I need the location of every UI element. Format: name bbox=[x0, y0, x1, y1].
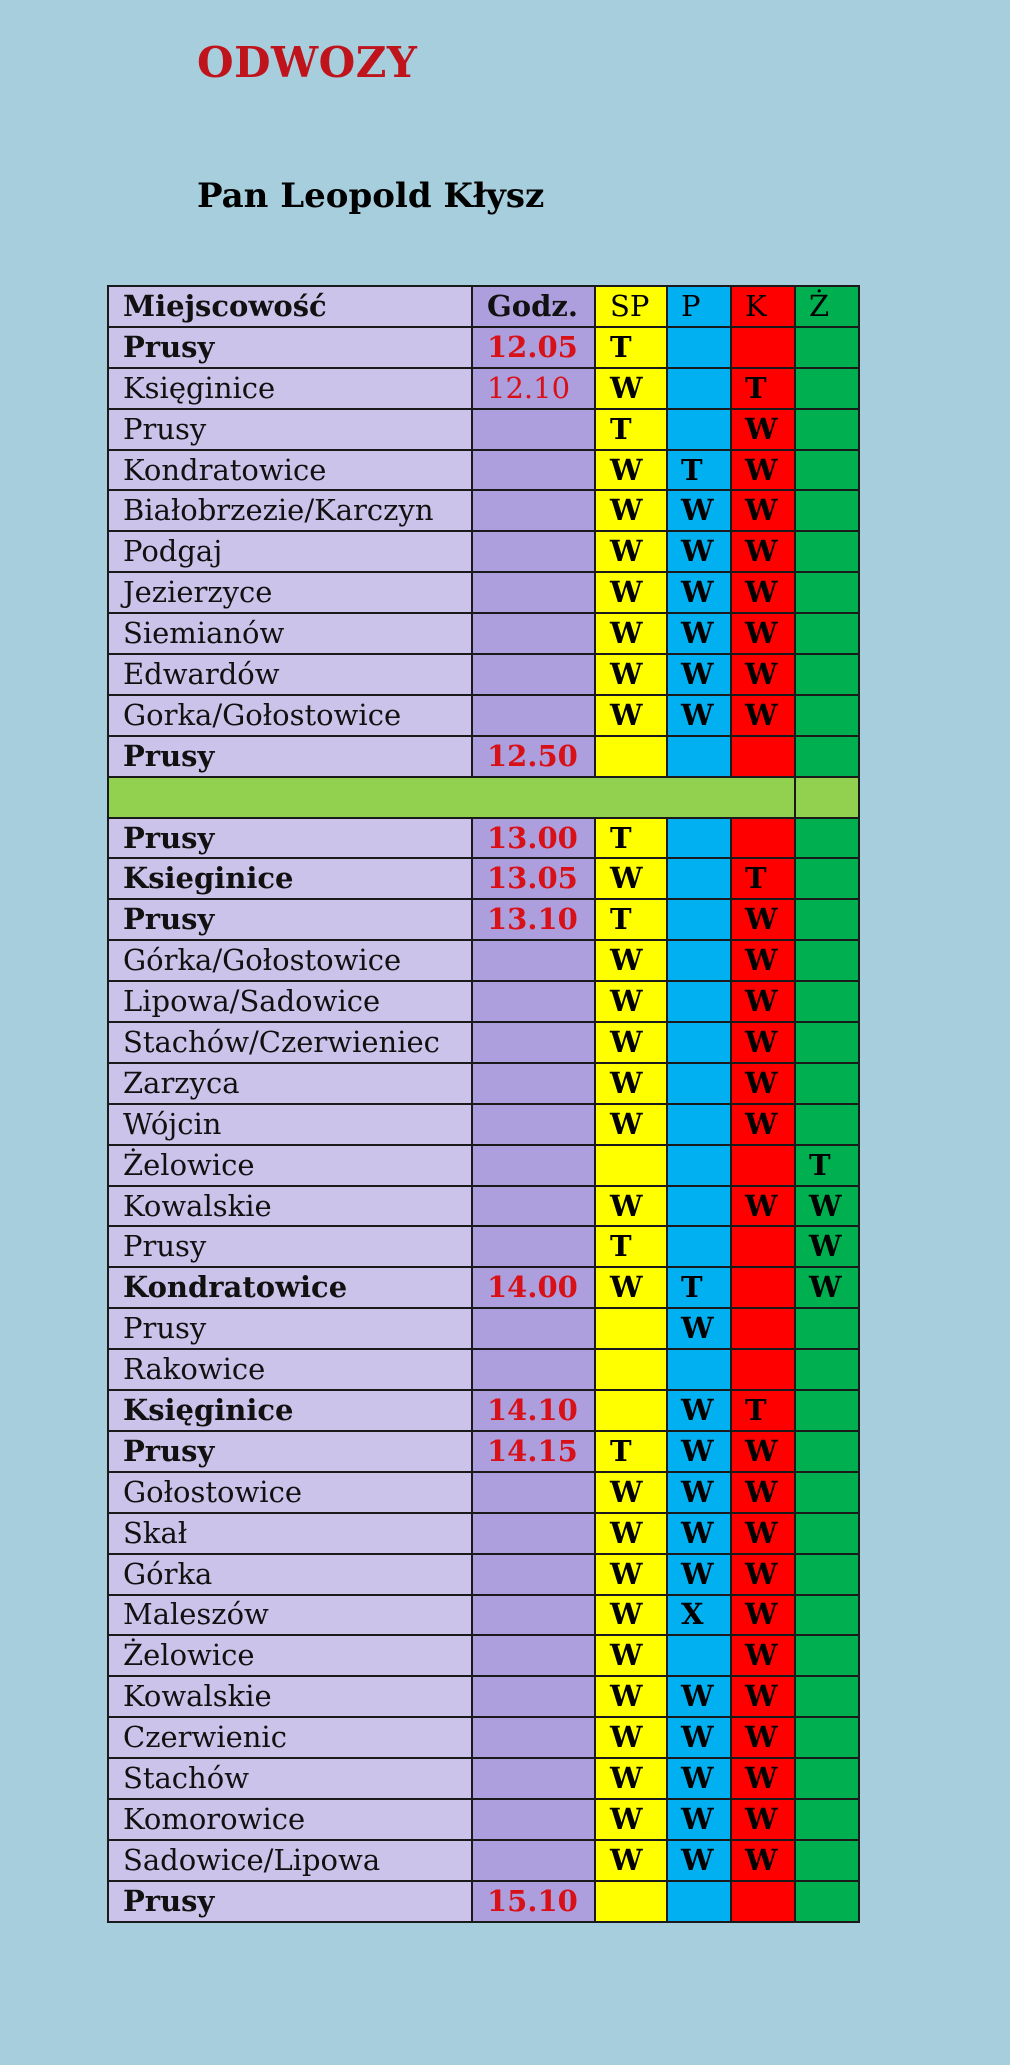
cell-time bbox=[472, 1758, 595, 1799]
cell-time: 13.10 bbox=[472, 899, 595, 940]
cell-p: W bbox=[667, 1472, 731, 1513]
cell-p bbox=[667, 858, 731, 899]
cell-p bbox=[667, 736, 731, 777]
cell-k bbox=[731, 1226, 795, 1267]
cell-time bbox=[472, 654, 595, 695]
page-title: ODWOZY bbox=[197, 38, 418, 87]
cell-place: Zarzyca bbox=[108, 1063, 472, 1104]
cell-p: W bbox=[667, 654, 731, 695]
cell-z bbox=[795, 1308, 859, 1349]
cell-time bbox=[472, 1104, 595, 1145]
cell-place: Rakowice bbox=[108, 1349, 472, 1390]
table-row bbox=[108, 1022, 859, 1063]
cell-k: W bbox=[731, 1513, 795, 1554]
cell-sp: W bbox=[595, 490, 667, 531]
cell-time bbox=[472, 409, 595, 450]
cell-time bbox=[472, 1595, 595, 1636]
cell-place: Siemianów bbox=[108, 613, 472, 654]
table-row bbox=[108, 1063, 859, 1104]
cell-z bbox=[795, 490, 859, 531]
cell-k bbox=[731, 1308, 795, 1349]
cell-k: W bbox=[731, 1554, 795, 1595]
cell-sp: W bbox=[595, 1635, 667, 1676]
table-row bbox=[108, 1881, 859, 1922]
cell-place: Kondratowice bbox=[108, 450, 472, 491]
cell-k: T bbox=[731, 858, 795, 899]
cell-p: W bbox=[667, 1513, 731, 1554]
cell-sp bbox=[595, 1881, 667, 1922]
cell-sp: W bbox=[595, 1799, 667, 1840]
table-row bbox=[108, 1431, 859, 1472]
cell-k: W bbox=[731, 1186, 795, 1227]
cell-time bbox=[472, 1063, 595, 1104]
table-row bbox=[108, 327, 859, 368]
cell-place: Prusy bbox=[108, 1881, 472, 1922]
cell-time bbox=[472, 1717, 595, 1758]
cell-time bbox=[472, 1226, 595, 1267]
cell-sp bbox=[595, 1349, 667, 1390]
cell-p: W bbox=[667, 1554, 731, 1595]
cell-sp: T bbox=[595, 818, 667, 859]
table-row bbox=[108, 1226, 859, 1267]
cell-sp bbox=[595, 1308, 667, 1349]
cell-k: W bbox=[731, 981, 795, 1022]
table-row bbox=[108, 1472, 859, 1513]
table-row bbox=[108, 490, 859, 531]
cell-p bbox=[667, 409, 731, 450]
table-row bbox=[108, 1104, 859, 1145]
cell-sp: W bbox=[595, 450, 667, 491]
table-row bbox=[108, 1145, 859, 1186]
table-row bbox=[108, 613, 859, 654]
cell-time bbox=[472, 1635, 595, 1676]
cell-time: 14.00 bbox=[472, 1267, 595, 1308]
table-row bbox=[108, 1186, 859, 1227]
cell-time bbox=[472, 1799, 595, 1840]
cell-sp: W bbox=[595, 1022, 667, 1063]
table-row bbox=[108, 899, 859, 940]
cell-place: Maleszów bbox=[108, 1595, 472, 1636]
cell-z bbox=[795, 899, 859, 940]
cell-place: Górka bbox=[108, 1554, 472, 1595]
cell-k: W bbox=[731, 1799, 795, 1840]
cell-p bbox=[667, 899, 731, 940]
table-row bbox=[108, 981, 859, 1022]
cell-time bbox=[472, 572, 595, 613]
cell-z bbox=[795, 572, 859, 613]
cell-k bbox=[731, 736, 795, 777]
header-place: Miejscowość bbox=[108, 286, 472, 327]
cell-sp: W bbox=[595, 654, 667, 695]
cell-k bbox=[731, 1881, 795, 1922]
table-row bbox=[108, 1595, 859, 1636]
cell-k: W bbox=[731, 1022, 795, 1063]
cell-z: T bbox=[795, 1145, 859, 1186]
cell-p bbox=[667, 327, 731, 368]
cell-place: Białobrzezie/Karczyn bbox=[108, 490, 472, 531]
cell-k: W bbox=[731, 1676, 795, 1717]
cell-place: Prusy bbox=[108, 1308, 472, 1349]
table-row bbox=[108, 818, 859, 859]
table-row bbox=[108, 736, 859, 777]
table-row bbox=[108, 858, 859, 899]
cell-time: 14.15 bbox=[472, 1431, 595, 1472]
cell-time: 12.10 bbox=[472, 368, 595, 409]
cell-z bbox=[795, 1554, 859, 1595]
cell-time bbox=[472, 695, 595, 736]
cell-sp: W bbox=[595, 1595, 667, 1636]
cell-p: W bbox=[667, 531, 731, 572]
cell-p bbox=[667, 1186, 731, 1227]
cell-place: Gołostowice bbox=[108, 1472, 472, 1513]
cell-p bbox=[667, 981, 731, 1022]
separator-cell bbox=[108, 777, 795, 818]
driver-name: Pan Leopold Kłysz bbox=[197, 176, 545, 216]
cell-z bbox=[795, 409, 859, 450]
cell-p: T bbox=[667, 450, 731, 491]
cell-z bbox=[795, 1717, 859, 1758]
cell-k: W bbox=[731, 1431, 795, 1472]
cell-p: W bbox=[667, 613, 731, 654]
cell-z: W bbox=[795, 1267, 859, 1308]
cell-time bbox=[472, 613, 595, 654]
cell-time bbox=[472, 1186, 595, 1227]
cell-k: W bbox=[731, 1063, 795, 1104]
cell-k: W bbox=[731, 695, 795, 736]
cell-time bbox=[472, 1145, 595, 1186]
cell-z bbox=[795, 450, 859, 491]
cell-place: Kowalskie bbox=[108, 1676, 472, 1717]
cell-place: Prusy bbox=[108, 409, 472, 450]
table-row bbox=[108, 1717, 859, 1758]
cell-z bbox=[795, 1676, 859, 1717]
cell-sp: W bbox=[595, 1472, 667, 1513]
cell-sp bbox=[595, 1390, 667, 1431]
cell-place: Komorowice bbox=[108, 1799, 472, 1840]
cell-place: Prusy bbox=[108, 736, 472, 777]
cell-sp: W bbox=[595, 940, 667, 981]
cell-time bbox=[472, 450, 595, 491]
cell-k bbox=[731, 1349, 795, 1390]
cell-k: W bbox=[731, 1635, 795, 1676]
cell-sp: T bbox=[595, 899, 667, 940]
cell-p: W bbox=[667, 572, 731, 613]
cell-place: Kowalskie bbox=[108, 1186, 472, 1227]
cell-z bbox=[795, 368, 859, 409]
table-row bbox=[108, 1349, 859, 1390]
cell-time: 12.05 bbox=[472, 327, 595, 368]
cell-p bbox=[667, 1104, 731, 1145]
cell-place: Wójcin bbox=[108, 1104, 472, 1145]
cell-p: W bbox=[667, 695, 731, 736]
cell-p bbox=[667, 1145, 731, 1186]
schedule-table bbox=[107, 285, 860, 1923]
cell-k: W bbox=[731, 1595, 795, 1636]
table-row bbox=[108, 1308, 859, 1349]
cell-p bbox=[667, 1349, 731, 1390]
cell-sp: W bbox=[595, 1104, 667, 1145]
cell-p bbox=[667, 1635, 731, 1676]
cell-k: W bbox=[731, 613, 795, 654]
header-k: K bbox=[731, 286, 795, 327]
cell-z bbox=[795, 1840, 859, 1881]
cell-sp: T bbox=[595, 409, 667, 450]
cell-time: 14.10 bbox=[472, 1390, 595, 1431]
table-row bbox=[108, 695, 859, 736]
cell-z bbox=[795, 940, 859, 981]
header-sp: SP bbox=[595, 286, 667, 327]
cell-sp: W bbox=[595, 1758, 667, 1799]
cell-z bbox=[795, 1349, 859, 1390]
cell-p: W bbox=[667, 1308, 731, 1349]
cell-time bbox=[472, 1472, 595, 1513]
cell-place: Ksieginice bbox=[108, 858, 472, 899]
cell-k: W bbox=[731, 409, 795, 450]
cell-k bbox=[731, 1145, 795, 1186]
cell-place: Sadowice/Lipowa bbox=[108, 1840, 472, 1881]
cell-k: W bbox=[731, 490, 795, 531]
cell-z bbox=[795, 818, 859, 859]
table-row bbox=[108, 368, 859, 409]
cell-sp: W bbox=[595, 613, 667, 654]
cell-p bbox=[667, 940, 731, 981]
cell-place: Czerwienic bbox=[108, 1717, 472, 1758]
cell-z: W bbox=[795, 1186, 859, 1227]
cell-place: Kondratowice bbox=[108, 1267, 472, 1308]
cell-z bbox=[795, 1799, 859, 1840]
cell-sp: W bbox=[595, 858, 667, 899]
cell-time bbox=[472, 1676, 595, 1717]
cell-z bbox=[795, 1595, 859, 1636]
cell-p: W bbox=[667, 1840, 731, 1881]
header-time: Godz. bbox=[472, 286, 595, 327]
cell-z bbox=[795, 981, 859, 1022]
cell-sp: W bbox=[595, 1840, 667, 1881]
cell-place: Prusy bbox=[108, 818, 472, 859]
cell-k: W bbox=[731, 450, 795, 491]
cell-p bbox=[667, 1881, 731, 1922]
cell-time bbox=[472, 940, 595, 981]
cell-z bbox=[795, 858, 859, 899]
cell-k bbox=[731, 818, 795, 859]
cell-k: W bbox=[731, 1840, 795, 1881]
cell-z bbox=[795, 1635, 859, 1676]
cell-p bbox=[667, 1063, 731, 1104]
cell-z bbox=[795, 1472, 859, 1513]
cell-sp: T bbox=[595, 327, 667, 368]
cell-k: W bbox=[731, 1104, 795, 1145]
cell-place: Górka/Gołostowice bbox=[108, 940, 472, 981]
cell-p: W bbox=[667, 1758, 731, 1799]
cell-place: Edwardów bbox=[108, 654, 472, 695]
cell-p bbox=[667, 818, 731, 859]
cell-k bbox=[731, 327, 795, 368]
cell-k bbox=[731, 1267, 795, 1308]
cell-k: W bbox=[731, 1758, 795, 1799]
cell-z bbox=[795, 736, 859, 777]
cell-sp: T bbox=[595, 1226, 667, 1267]
cell-p: T bbox=[667, 1267, 731, 1308]
cell-place: Jezierzyce bbox=[108, 572, 472, 613]
cell-z bbox=[795, 1063, 859, 1104]
cell-z bbox=[795, 531, 859, 572]
cell-p: W bbox=[667, 490, 731, 531]
cell-z bbox=[795, 1881, 859, 1922]
cell-time bbox=[472, 1022, 595, 1063]
cell-p: W bbox=[667, 1431, 731, 1472]
cell-p: W bbox=[667, 1676, 731, 1717]
table-row bbox=[108, 1635, 859, 1676]
header-p: P bbox=[667, 286, 731, 327]
table-row bbox=[108, 1390, 859, 1431]
cell-z bbox=[795, 695, 859, 736]
cell-time bbox=[472, 1554, 595, 1595]
cell-sp: W bbox=[595, 368, 667, 409]
cell-place: Prusy bbox=[108, 327, 472, 368]
cell-k: W bbox=[731, 899, 795, 940]
table-row bbox=[108, 409, 859, 450]
cell-place: Księginice bbox=[108, 1390, 472, 1431]
cell-place: Prusy bbox=[108, 1431, 472, 1472]
table-header-row bbox=[108, 286, 859, 327]
cell-sp: W bbox=[595, 531, 667, 572]
cell-sp: W bbox=[595, 1267, 667, 1308]
cell-z bbox=[795, 1390, 859, 1431]
table-row bbox=[108, 1758, 859, 1799]
cell-place: Prusy bbox=[108, 899, 472, 940]
cell-p bbox=[667, 368, 731, 409]
cell-place: Lipowa/Sadowice bbox=[108, 981, 472, 1022]
cell-place: Księginice bbox=[108, 368, 472, 409]
cell-sp: W bbox=[595, 572, 667, 613]
cell-z bbox=[795, 1513, 859, 1554]
cell-time bbox=[472, 1349, 595, 1390]
cell-sp: W bbox=[595, 1554, 667, 1595]
table-row bbox=[108, 531, 859, 572]
cell-time: 15.10 bbox=[472, 1881, 595, 1922]
cell-place: Żelowice bbox=[108, 1635, 472, 1676]
table-row bbox=[108, 450, 859, 491]
cell-k: W bbox=[731, 940, 795, 981]
cell-time bbox=[472, 1308, 595, 1349]
cell-p: X bbox=[667, 1595, 731, 1636]
cell-sp: W bbox=[595, 981, 667, 1022]
cell-sp: W bbox=[595, 1717, 667, 1758]
cell-place: Stachów/Czerwieniec bbox=[108, 1022, 472, 1063]
cell-p: W bbox=[667, 1799, 731, 1840]
table-row bbox=[108, 654, 859, 695]
cell-time bbox=[472, 1840, 595, 1881]
cell-sp bbox=[595, 736, 667, 777]
cell-k: W bbox=[731, 531, 795, 572]
cell-time bbox=[472, 1513, 595, 1554]
header-z: Ż bbox=[795, 286, 859, 327]
cell-z: W bbox=[795, 1226, 859, 1267]
table-row bbox=[108, 1676, 859, 1717]
cell-time: 12.50 bbox=[472, 736, 595, 777]
cell-k: W bbox=[731, 572, 795, 613]
cell-place: Skał bbox=[108, 1513, 472, 1554]
table-row bbox=[108, 1267, 859, 1308]
cell-sp: T bbox=[595, 1431, 667, 1472]
cell-z bbox=[795, 1758, 859, 1799]
table-row bbox=[108, 1799, 859, 1840]
cell-sp: W bbox=[595, 1063, 667, 1104]
cell-place: Prusy bbox=[108, 1226, 472, 1267]
cell-time: 13.00 bbox=[472, 818, 595, 859]
cell-sp: W bbox=[595, 1186, 667, 1227]
cell-k: T bbox=[731, 368, 795, 409]
cell-z bbox=[795, 1022, 859, 1063]
cell-p bbox=[667, 1226, 731, 1267]
cell-z bbox=[795, 613, 859, 654]
cell-time bbox=[472, 531, 595, 572]
cell-z bbox=[795, 1104, 859, 1145]
table-row bbox=[108, 940, 859, 981]
cell-sp: W bbox=[595, 1513, 667, 1554]
table-row bbox=[108, 1554, 859, 1595]
cell-k: W bbox=[731, 1717, 795, 1758]
cell-p bbox=[667, 1022, 731, 1063]
cell-place: Żelowice bbox=[108, 1145, 472, 1186]
cell-k: W bbox=[731, 654, 795, 695]
cell-sp: W bbox=[595, 695, 667, 736]
cell-sp: W bbox=[595, 1676, 667, 1717]
cell-k: T bbox=[731, 1390, 795, 1431]
cell-time: 13.05 bbox=[472, 858, 595, 899]
table-row bbox=[108, 1513, 859, 1554]
separator-cell bbox=[795, 777, 859, 818]
separator-row bbox=[108, 777, 859, 818]
cell-place: Gorka/Gołostowice bbox=[108, 695, 472, 736]
cell-z bbox=[795, 654, 859, 695]
schedule-body bbox=[108, 286, 859, 1922]
table-row bbox=[108, 1840, 859, 1881]
table-row bbox=[108, 572, 859, 613]
cell-z bbox=[795, 327, 859, 368]
cell-k: W bbox=[731, 1472, 795, 1513]
cell-sp bbox=[595, 1145, 667, 1186]
cell-time bbox=[472, 981, 595, 1022]
cell-place: Podgaj bbox=[108, 531, 472, 572]
cell-z bbox=[795, 1431, 859, 1472]
cell-place: Stachów bbox=[108, 1758, 472, 1799]
cell-p: W bbox=[667, 1390, 731, 1431]
cell-p: W bbox=[667, 1717, 731, 1758]
cell-time bbox=[472, 490, 595, 531]
